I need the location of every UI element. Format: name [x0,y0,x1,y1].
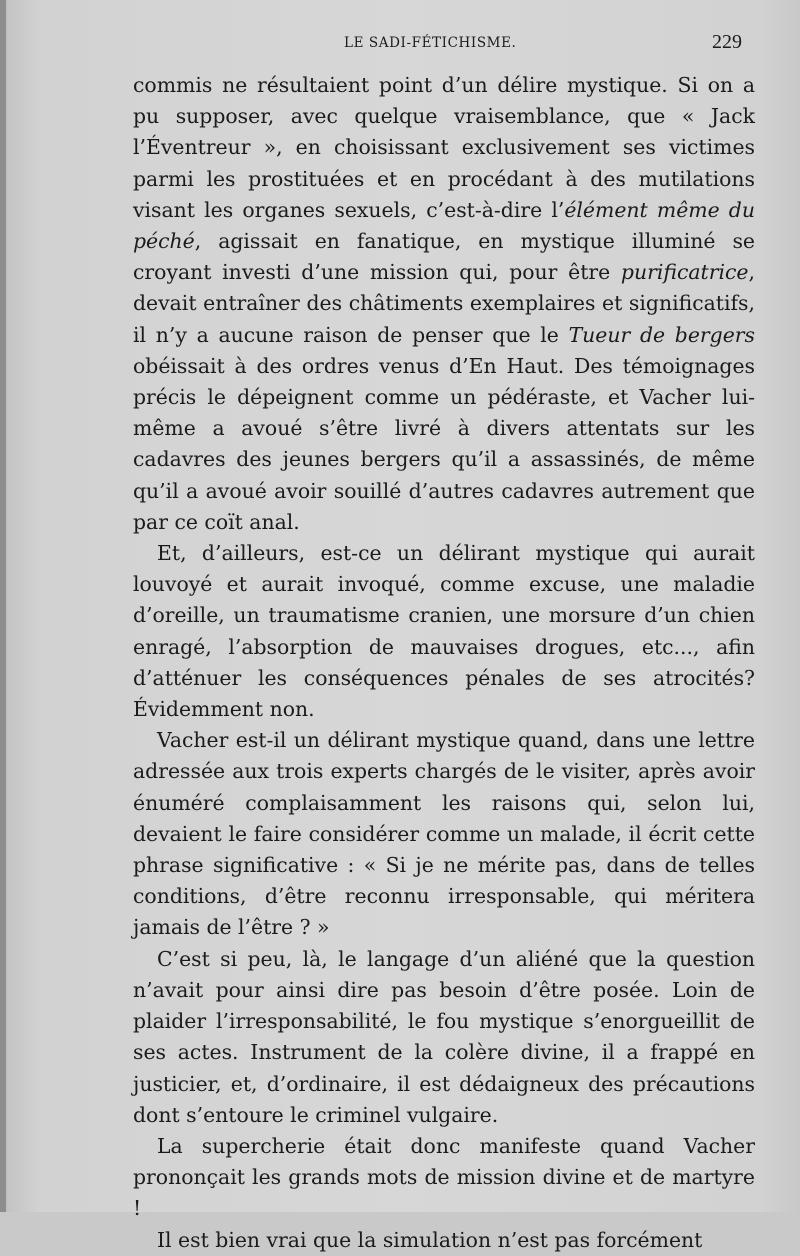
paragraph [133,1131,755,1225]
paragraph [133,538,755,725]
paragraph [133,944,755,1131]
text-run: C’est si peu, là, le langage d’un aliéné que la question n’avait pour ainsi dire pas besoin d’être posée. Loin de plaider l’irresponsabilité, le fou mystique s’enorgueillit de ses actes. Instrument de la colère divine, il a frappé en justicier, et, d’ordinaire, il est dédaigneux des précautions dont s’entoure le criminel vulgaire. [133,946,755,1127]
italic-phrase: Tueur de bergers [568,322,755,347]
paragraph [133,725,755,943]
text-run: La supercherie était donc manifeste quand Vacher prononçait les grands mots de mission divine et de martyre ! [133,1133,755,1221]
italic-phrase: élément même du péché [133,197,755,254]
body-text [133,70,755,1256]
text-run: , agissait en fanatique, en mystique illuminé se croyant investi d’une mission qui, pour être [133,229,755,285]
paragraph [133,1225,755,1256]
text-run: obéissait à des ordres venus d’En Haut. Des témoignages précis le dépeignent comme un pédéraste, et Vacher lui-même a avoué s’être livré à divers attentats sur les cadavres des jeunes bergers qu’il a assassinés, de même qu’il a avoué avoir souillé d’autres cadavres autrement que par ce coït anal. [133,353,755,534]
page-binding-edge [0,0,6,1212]
text-run: , devait entraîner des châtiments exemplaires et significatifs, il n’y a aucune raison de penser que le [133,260,755,347]
italic-phrase: purificatrice [620,260,749,285]
text-run: commis ne résultaient point d’un délire mystique. Si on a pu supposer, avec quelque vraisemblance, que « Jack l’Éventreur », en choisissant exclusivement ses victimes parmi les prostituées et en procédant à des mutilations visant les organes sexuels, c’est-à-dire l’ [133,73,755,222]
running-title: LE SADI-FÉTICHISME. [344,35,517,51]
text-run: Il est bien vrai que la simulation n’est pas forcément [157,1227,703,1252]
page-number: 229 [712,31,742,53]
running-head [0,31,800,61]
paragraph [133,70,755,538]
text-run: Vacher est-il un délirant mystique quand, dans une lettre adressée aux trois experts chargés de le visiter, après avoir énuméré complaisamment les raisons qui, selon lui, devaient le faire considérer comme un malade, il écrit cette phrase significative : « Si je ne mérite pas, dans de telles conditions, d’être reconnu irresponsable, qui méritera jamais de l’être ? » [133,728,755,940]
text-run: Et, d’ailleurs, est-ce un délirant mystique qui aurait louvoyé et aurait invoqué, comme excuse, une maladie d’oreille, un traumatisme cranien, une morsure d’un chien enragé, l’absorption de mauvaises drogues, etc..., afin d’atténuer les conséquences pénales de ses atrocités? Évidemment non. [133,541,755,722]
